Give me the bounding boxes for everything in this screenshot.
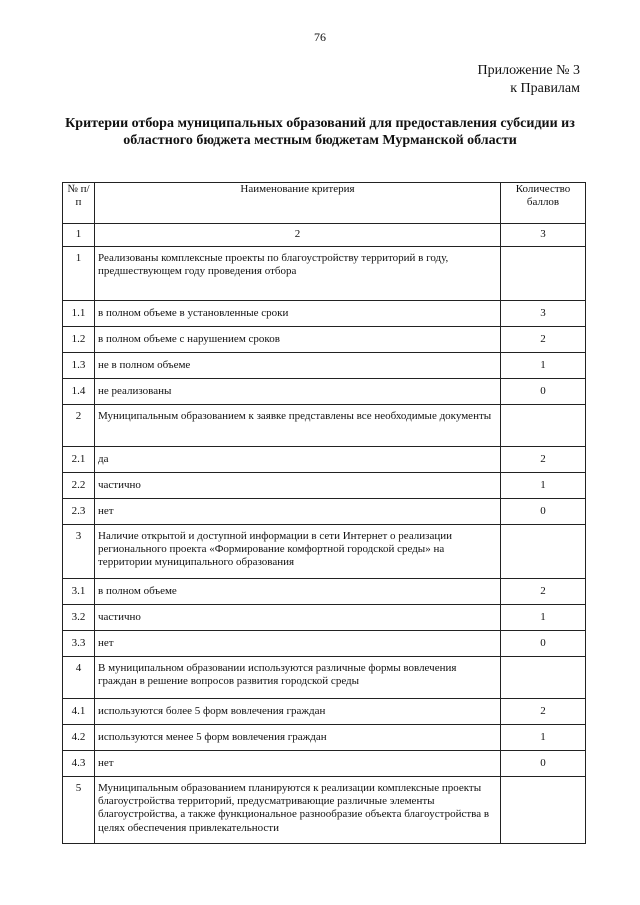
criterion-text: да	[95, 447, 501, 473]
row-number: 2.2	[63, 473, 95, 499]
row-number: 3.1	[63, 579, 95, 605]
row-number: 2.3	[63, 499, 95, 525]
appendix-reference: к Правилам	[510, 81, 580, 96]
criterion-text: используются менее 5 форм вовлечения граждан	[95, 725, 501, 751]
points-value: 3	[501, 301, 586, 327]
row-number: 3.3	[63, 631, 95, 657]
table-row	[63, 499, 586, 525]
table-row	[63, 525, 586, 579]
points-value: 1	[501, 473, 586, 499]
row-number: 1.4	[63, 379, 95, 405]
criterion-text: нет	[95, 499, 501, 525]
points-value: 1	[501, 725, 586, 751]
row-number: 4.2	[63, 725, 95, 751]
table-row	[63, 447, 586, 473]
points-value	[501, 657, 586, 699]
header-points: Количество баллов	[501, 183, 586, 224]
table-row	[63, 327, 586, 353]
criterion-text: нет	[95, 751, 501, 777]
row-number: 2	[63, 405, 95, 447]
points-value: 0	[501, 631, 586, 657]
row-number: 2.1	[63, 447, 95, 473]
criterion-text: в полном объеме в установленные сроки	[95, 301, 501, 327]
criterion-text: Муниципальным образованием к заявке представлены все необходимые документы	[95, 405, 501, 447]
points-value	[501, 405, 586, 447]
criterion-text: в полном объеме	[95, 579, 501, 605]
row-number: 1	[63, 247, 95, 301]
points-value: 0	[501, 379, 586, 405]
points-value: 2	[501, 447, 586, 473]
table-row	[63, 751, 586, 777]
table-row	[63, 473, 586, 499]
row-number: 1.1	[63, 301, 95, 327]
criterion-text: частично	[95, 473, 501, 499]
points-value: 0	[501, 751, 586, 777]
row-number: 5	[63, 777, 95, 844]
points-value	[501, 777, 586, 844]
table-row	[63, 247, 586, 301]
table-row	[63, 579, 586, 605]
column-index: 1	[63, 224, 95, 247]
criterion-text: Реализованы комплексные проекты по благоустройству территорий в году, предшествующем году проведения отбора	[95, 247, 501, 301]
table-header-row	[63, 183, 586, 224]
table-row	[63, 605, 586, 631]
header-criterion-name: Наименование критерия	[95, 183, 501, 224]
table-row	[63, 353, 586, 379]
points-value: 2	[501, 699, 586, 725]
column-index: 3	[501, 224, 586, 247]
points-value: 2	[501, 327, 586, 353]
row-number: 3	[63, 525, 95, 579]
table-row	[63, 631, 586, 657]
points-value	[501, 247, 586, 301]
column-index-row	[63, 224, 586, 247]
table-row	[63, 699, 586, 725]
criterion-text: частично	[95, 605, 501, 631]
criterion-text: не в полном объеме	[95, 353, 501, 379]
criterion-text: используются более 5 форм вовлечения граждан	[95, 699, 501, 725]
row-number: 4	[63, 657, 95, 699]
criterion-text: в полном объеме с нарушением сроков	[95, 327, 501, 353]
header-number: № п/п	[63, 183, 95, 224]
page-number: 76	[314, 30, 326, 44]
document-title: Критерии отбора муниципальных образований для предоставления субсидии из областного бюджета местным бюджетам Мурманской области	[65, 116, 575, 148]
criterion-text: Муниципальным образованием планируются к реализации комплексные проекты благоустройства территорий, предусматривающие различные элементы благоустройства, а также функциональное разнообразие объекта благоустройства в целях обеспечения привлекательности	[95, 777, 501, 844]
criterion-text: Наличие открытой и доступной информации в сети Интернет о реализации регионального проекта «Формирование комфортной городской среды» на территории муниципального образования	[95, 525, 501, 579]
points-value	[501, 525, 586, 579]
criterion-text: не реализованы	[95, 379, 501, 405]
criterion-text: В муниципальном образовании используются различные формы вовлечения граждан в решение вопросов развития городской среды	[95, 657, 501, 699]
row-number: 4.3	[63, 751, 95, 777]
row-number: 3.2	[63, 605, 95, 631]
points-value: 2	[501, 579, 586, 605]
points-value: 1	[501, 353, 586, 379]
table-row	[63, 657, 586, 699]
criterion-text: нет	[95, 631, 501, 657]
appendix-label: Приложение № 3	[477, 63, 580, 78]
table-row	[63, 777, 586, 844]
row-number: 1.2	[63, 327, 95, 353]
points-value: 1	[501, 605, 586, 631]
criteria-table	[62, 182, 586, 844]
row-number: 1.3	[63, 353, 95, 379]
table-row	[63, 301, 586, 327]
row-number: 4.1	[63, 699, 95, 725]
table-row	[63, 725, 586, 751]
column-index: 2	[95, 224, 501, 247]
table-row	[63, 379, 586, 405]
points-value: 0	[501, 499, 586, 525]
table-row	[63, 405, 586, 447]
